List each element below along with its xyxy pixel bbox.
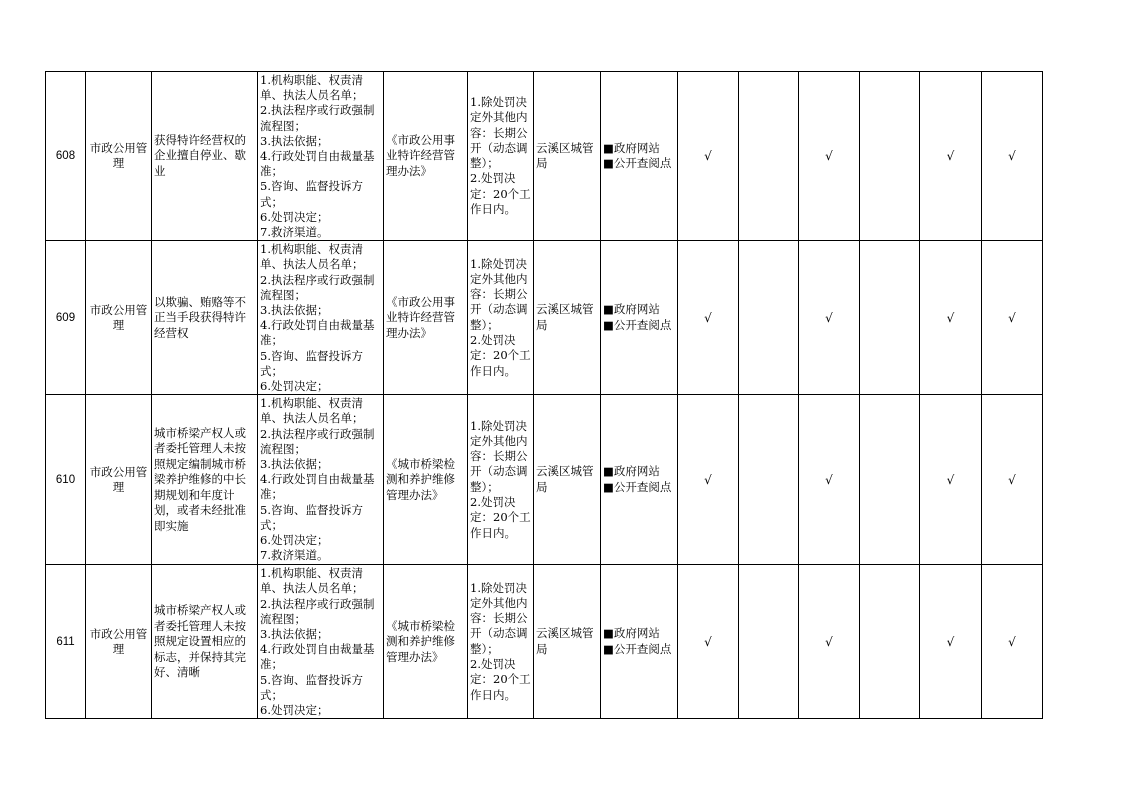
check-cell — [739, 565, 799, 719]
item-cell: 获得特许经营权的企业擅自停业、歇业 — [152, 72, 258, 241]
row-number: 611 — [46, 565, 86, 719]
content-cell: 1.机构职能、权责清单、执法人员名单； 2.执法程序或行政强制流程图； 3.执法依据； 4.行政处罚自由裁量基准； 5.咨询、监督投诉方式； 6.处罚决定； 7.救济渠道。 — [258, 395, 384, 565]
check-cell: √ — [678, 241, 739, 395]
item-cell: 以欺骗、贿赂等不正当手段获得特许经营权 — [152, 241, 258, 395]
check-cell: √ — [799, 72, 860, 241]
check-cell — [739, 395, 799, 565]
table-row — [46, 241, 1043, 395]
check-cell: √ — [678, 395, 739, 565]
check-cell: √ — [799, 565, 860, 719]
check-cell: √ — [982, 565, 1043, 719]
check-cell: √ — [678, 72, 739, 241]
content-cell: 1.机构职能、权责清单、执法人员名单； 2.执法程序或行政强制流程图； 3.执法依据； 4.行政处罚自由裁量基准； 5.咨询、监督投诉方式； 6.处罚决定； — [258, 565, 384, 719]
channel-reading-point: ■公开查阅点 — [603, 479, 672, 494]
table-row — [46, 72, 1043, 241]
time-limit-cell: 1.除处罚决定外其他内容：长期公开（动态调整）； 2.处罚决定：20个工作日内。 — [468, 565, 534, 719]
check-cell: √ — [982, 395, 1043, 565]
basis-cell: 《城市桥梁检测和养护维修管理办法》 — [384, 395, 468, 565]
basis-cell: 《城市桥梁检测和养护维修管理办法》 — [384, 565, 468, 719]
channel-website: ■政府网站 — [603, 626, 660, 641]
time-limit-cell: 1.除处罚决定外其他内容：长期公开（动态调整）； 2.处罚决定：20个工作日内。 — [468, 72, 534, 241]
row-number: 610 — [46, 395, 86, 565]
item-cell: 城市桥梁产权人或者委托管理人未按照规定编制城市桥梁养护维修的中长期规划和年度计划，或者未经批准即实施 — [152, 395, 258, 565]
channel-reading-point: ■公开查阅点 — [603, 156, 672, 171]
time-limit-cell: 1.除处罚决定外其他内容：长期公开（动态调整）； 2.处罚决定：20个工作日内。 — [468, 395, 534, 565]
check-cell: √ — [799, 395, 860, 565]
channel-cell — [601, 241, 678, 395]
check-cell — [860, 72, 920, 241]
subject-cell: 云溪区城管局 — [534, 565, 601, 719]
subject-cell: 云溪区城管局 — [534, 395, 601, 565]
channel-cell — [601, 72, 678, 241]
check-cell: √ — [678, 565, 739, 719]
subject-cell: 云溪区城管局 — [534, 241, 601, 395]
row-number: 608 — [46, 72, 86, 241]
category-cell: 市政公用管理 — [86, 241, 152, 395]
check-cell: √ — [920, 72, 982, 241]
basis-cell: 《市政公用事业特许经营管理办法》 — [384, 72, 468, 241]
content-cell: 1.机构职能、权责清单、执法人员名单； 2.执法程序或行政强制流程图； 3.执法依据； 4.行政处罚自由裁量基准； 5.咨询、监督投诉方式； 6.处罚决定； — [258, 241, 384, 395]
check-cell: √ — [920, 565, 982, 719]
channel-cell — [601, 395, 678, 565]
channel-website: ■政府网站 — [603, 464, 660, 479]
item-cell: 城市桥梁产权人或者委托管理人未按照规定设置相应的标志，并保持其完好、清晰 — [152, 565, 258, 719]
check-cell: √ — [982, 241, 1043, 395]
basis-cell: 《市政公用事业特许经营管理办法》 — [384, 241, 468, 395]
check-cell: √ — [799, 241, 860, 395]
check-cell: √ — [920, 241, 982, 395]
disclosure-table — [45, 71, 1043, 719]
table-row — [46, 395, 1043, 565]
category-cell: 市政公用管理 — [86, 565, 152, 719]
check-cell: √ — [982, 72, 1043, 241]
check-cell — [860, 241, 920, 395]
channel-website: ■政府网站 — [603, 302, 660, 317]
subject-cell: 云溪区城管局 — [534, 72, 601, 241]
category-cell: 市政公用管理 — [86, 72, 152, 241]
check-cell — [860, 565, 920, 719]
check-cell — [860, 395, 920, 565]
table-row — [46, 565, 1043, 719]
channel-website: ■政府网站 — [603, 140, 660, 155]
check-cell — [739, 72, 799, 241]
check-cell: √ — [920, 395, 982, 565]
channel-reading-point: ■公开查阅点 — [603, 317, 672, 332]
check-cell — [739, 241, 799, 395]
content-cell: 1.机构职能、权责清单、执法人员名单； 2.执法程序或行政强制流程图； 3.执法依据； 4.行政处罚自由裁量基准； 5.咨询、监督投诉方式； 6.处罚决定； 7.救济渠道。 — [258, 72, 384, 241]
category-cell: 市政公用管理 — [86, 395, 152, 565]
channel-cell — [601, 565, 678, 719]
time-limit-cell: 1.除处罚决定外其他内容：长期公开（动态调整）； 2.处罚决定：20个工作日内。 — [468, 241, 534, 395]
channel-reading-point: ■公开查阅点 — [603, 641, 672, 656]
row-number: 609 — [46, 241, 86, 395]
